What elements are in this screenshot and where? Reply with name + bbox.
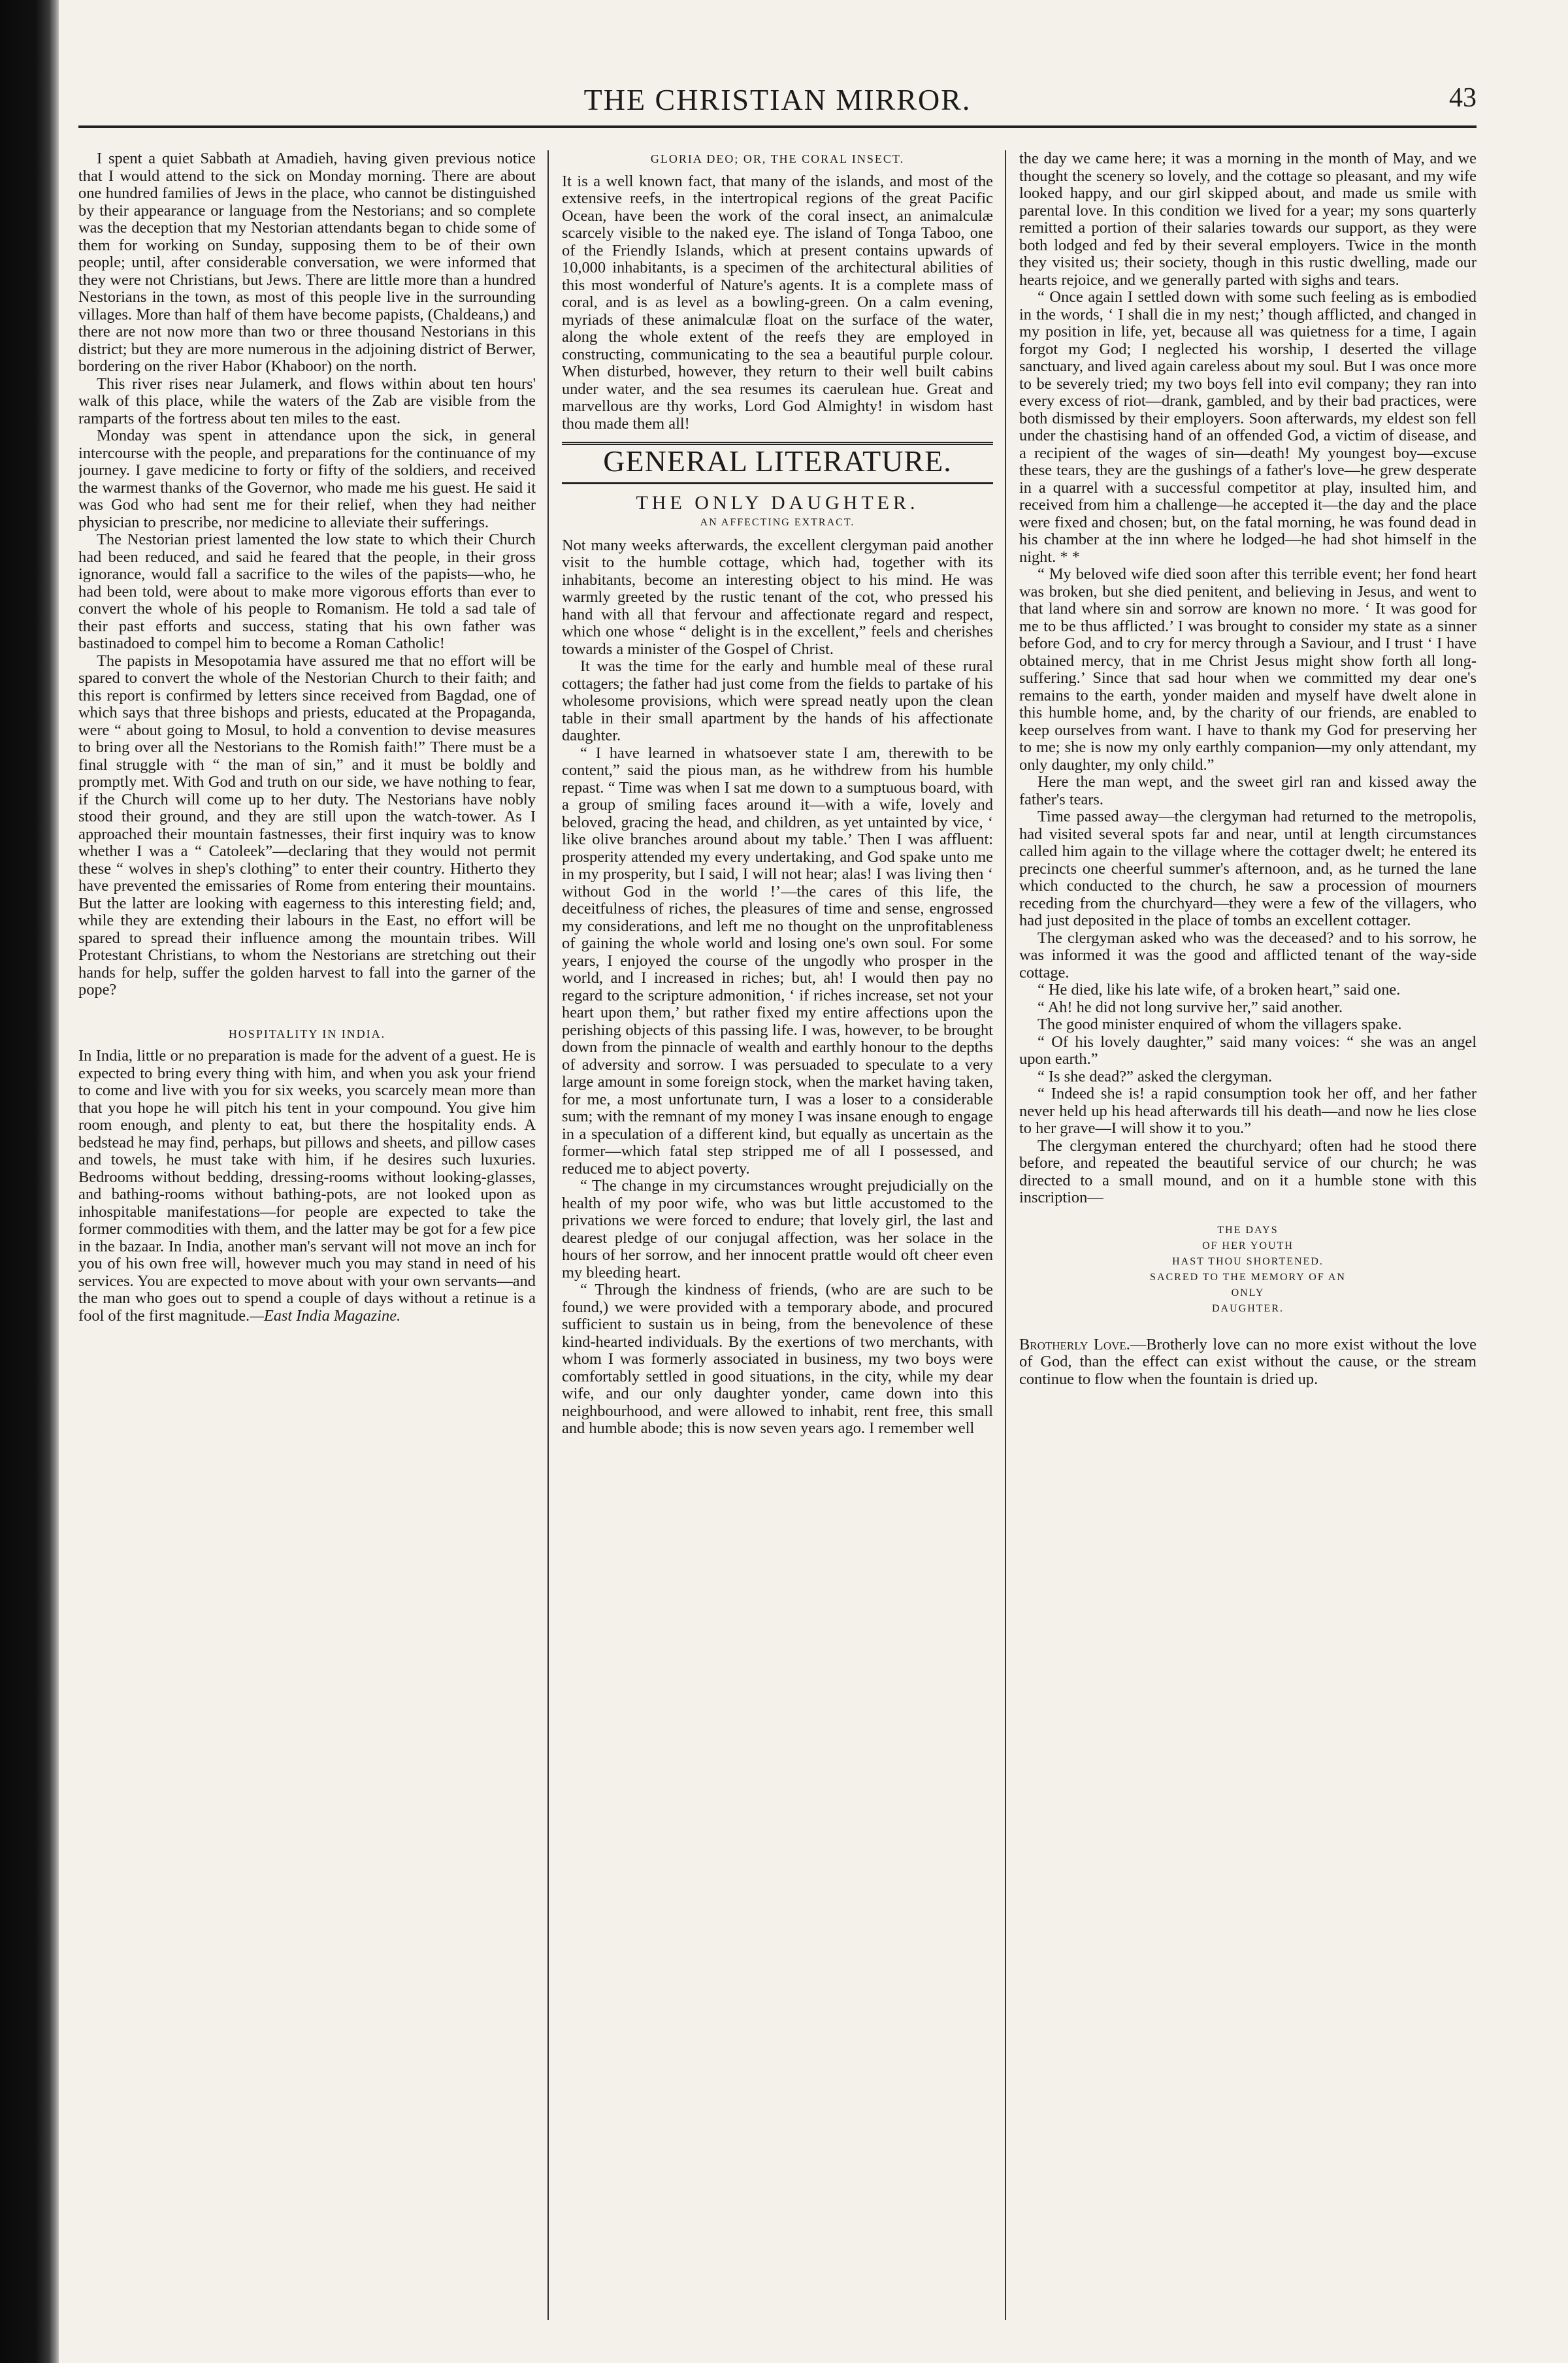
paragraph: the day we came here; it was a morning in the month of May, and we thought the scenery so lovely, and the cottage so pleasant, and my wife looked happy, and our girl skipped about, and made us smile with parental love. In this condition we lived for a year; my sons quarterly remitted a portion of their salaries towards our support, as they were both lodged and fed by their several employers. Twice in the month they visited us; their society, though in this rustic dwelling, made our hearts rejoice, and we generally parted with sighs and tears. <box>1019 150 1477 289</box>
paragraph: “ Is she dead?” asked the clergyman. <box>1037 1067 1273 1085</box>
inscription-line: THE DAYS <box>1217 1224 1279 1236</box>
paragraph: “ The change in my circumstances wrought prejudicially on the health of my poor wife, who was but little accustomed to the privations we were forced to endure; that lovely girl, the last and dearest pledge of our conjugal affection, was her solace in the hours of her sorrow, and her innocent prattle would oft cheer even my bleeding heart. <box>562 1177 993 1281</box>
page-number: 43 <box>1449 83 1477 113</box>
paragraph: The papists in Mesopotamia have assured me that no effort will be spared to convert the whole of the Nestorian Church to their faith; and this report is confirmed by letters since received from Bagdad, one of which says that three bishops and priests, educated at the Propaganda, were “ about going to Mosul, to hold a convention to devise measures to bring over all the Nestorians to the Romish faith!” There must be a final struggle with “ the man of sin,” and it must be boldly and promptly met. With God and truth on our side, we have nothing to fear, if the Church will come up to her duty. The Nestorians have nobly stood their ground, and they are still upon the watch-tower. As I approached their mountain fastnesses, their first inquiry was to know whether I was a “ Catoleek”—declaring that they would not permit these “ wolves in shep's clothing” to enter their country. Hitherto they have prevented the emissaries of Rome from entering their mountains. But the latter are looking with eagerness to this interesting field; and, while they are extending their labours in the East, no effort will be spared to spread their influence among the mountain tribes. Will Protestant Christians, to whom the Nestorians are stretching out their hands for help, suffer the golden harvest to fall into the garner of the pope? <box>78 652 536 999</box>
story-subtitle: AN AFFECTING EXTRACT. <box>700 517 855 528</box>
paragraph: “ Once again I settled down with some such feeling as is embodied in the words, ‘ I shall die in my nest;’ though afflicted, and changed in my position in life, yet, because all was quietness for a time, I again forgot my God; I neglected his worship, I deserted the village sanctuary, and lived again careless about my soul. But I was once more to be severely tried; my two boys fell into evil company; they ran into every excess of riot—drank, gambled, and by their bad practices, were both dismissed by their employers. Soon afterwards, my eldest son fell under the chastising hand of an offended God, a victim of disease, and a recipient of the wages of sin—death! My youngest boy—excuse these tears, they are the gushings of a father's love—he grew desperate in a quarrel with a successful competitor at play, insulted him, and received from him a challenge—he accepted it—the day and the place were fixed and chosen; but, on the fatal morning, he was found dead in his chamber at the inn where he lodged—he had shot himself in the night. * * <box>1019 288 1477 566</box>
paragraph: “ Through the kindness of friends, (who are are such to be found,) we were provided with a temporary abode, and procured sufficient to sustain us in being, from the benevolence of these kind-hearted individuals. By the exertions of two merchants, with whom I was formerly associated in business, my two boys were comfortably settled in good situations, in the city, while my dear wife, and our only daughter yonder, came down into this neighbourhood, and were allowed to inhabit, rent free, this small and humble abode; this is now seven years ago. I remember well <box>562 1281 993 1437</box>
paragraph: Not many weeks afterwards, the excellent clergyman paid another visit to the humble cottage, which had, together with its inhabitants, become an interesting object to his mind. He was warmly greeted by the rustic tenant of the cot, who pressed his hand with all that fervour and affectionate regard and respect, which one whose “ delight is in the excellent,” feels and cherishes towards a minister of the Gospel of Christ. <box>562 536 993 658</box>
section-heading: GENERAL LITERATURE. <box>603 444 952 478</box>
running-header <box>78 78 1477 128</box>
inscription-line: ONLY <box>1231 1287 1265 1298</box>
coral-article: It is a well known fact, that many of the islands, and most of the extensive reefs, in the intertropical regions of the great Pacific Ocean, have been the work of the coral insect, an animalculæ scarcely visible to the naked eye. The island of Tonga Taboo, one of the Friendly Islands, which at present contains upwards of 10,000 inhabitants, is a specimen of the architectural abilities of this most wonderful of Nature's agents. It is a complete mass of coral, and is as level as a bowling-green. On a calm evening, myriads of these animalculæ float on the surface of the water, along the whole extent of the reefs they are employed in constructing, communicating to the sea a beautiful purple colour. When disturbed, however, they return to their well built cabins under water, and the sea resumes its caerulean hue. Great and marvellous are thy works, Lord God Almighty! in wisdom hast thou made them all! <box>562 172 993 433</box>
inscription-line: SACRED TO THE MEMORY OF AN <box>1150 1271 1346 1283</box>
column-right <box>1019 150 1477 2320</box>
paragraph: I spent a quiet Sabbath at Amadieh, having given previous notice that I would attend to the sick on Monday morning. There are about one hundred families of Jews in the place, who cannot be distinguished by their appearance or language from the Nestorians; and so complete was the deception that my Nestorian attendants began to chide some of them for working on Sunday, supposing them to be of their own people; until, after considerable conversation, we were informed that they were not Christians, but Jews. There are little more than a hundred Nestorians in the town, as most of this people live in the surrounding villages. More than half of them have become papists, (Chaldeans,) and there are not now more than two or three thousand Nestorians in this district; but they are more numerous in the adjoining district of Berwer, bordering on the river Habor (Khaboor) on the north. <box>78 150 536 375</box>
column-rule-right <box>1005 150 1006 2320</box>
page-title: THE CHRISTIAN MIRROR. <box>583 83 972 116</box>
paragraph: The clergyman asked who was the deceased? and to his sorrow, he was informed it was the good and afflicted tenant of the way-side cottage. <box>1019 929 1477 982</box>
brotherly-love-label: Brotherly Love. <box>1019 1335 1130 1353</box>
inscription-line: OF HER YOUTH <box>1202 1240 1294 1251</box>
hospitality-body: In India, little or no preparation is made for the advent of a guest. He is expected to bring every thing with him, and when you ask your friend to come and live with you for six weeks, you scarcely mean more than that you hope he will pitch his tent in your compound. You give him room enough, and plenty to eat, but there the hospitality ends. A bedstead he may find, perhaps, but pillows and sheets, and pillow cases and towels, he must take with him, if he desires such luxuries. Bedrooms without bedding, dressing-rooms without looking-glasses, and bathing-rooms without bathing-pots, are not looked upon as inhospitable manifestations—for people are expected to take the former commodities with them, and the latter may be got for a few pice in the bazaar. In India, another man's servant will not move an inch for you of his own free will, however much you may stand in need of his services. You are expected to move about with your own servants—and the man who goes out to spend a couple of days without a retinue is a fool of the first magnitude. <box>78 1047 536 1325</box>
paragraph: “ He died, like his late wife, of a broken heart,” said one. <box>1037 981 1401 999</box>
newspaper-page <box>78 78 1477 2326</box>
tombstone-inscription <box>1019 1223 1477 1317</box>
paragraph: “ Indeed she is! a rapid consumption took her off, and her father never held up his head afterwards till his death—and now he lies close to her grave—I will show it to you.” <box>1019 1085 1477 1137</box>
columns <box>78 150 1477 2320</box>
brotherly-love-article <box>1019 1336 1477 1389</box>
paragraph: It was the time for the early and humble meal of these rural cottagers; the father had just come from the fields to partake of his wholesome provisions, which were spread neatly upon the clean table in their small apartment by the hands of his affectionate daughter. <box>562 657 993 744</box>
paragraph: Here the man wept, and the sweet girl ran and kissed away the father's tears. <box>1019 773 1477 808</box>
column-middle <box>562 150 993 2320</box>
paragraph: The good minister enquired of whom the villagers spake. <box>1037 1016 1402 1033</box>
brotherly-love-text: —Brotherly love can no more exist without the love of God, than the effect can exist without the cause, or the stream continue to flow when the fountain is dried up. <box>1019 1335 1477 1388</box>
paragraph: The clergyman entered the churchyard; often had he stood there before, and repeated the beautiful service of our church; he was directed to a small mound, and on it a humble stone with this inscription— <box>1019 1136 1477 1206</box>
hospitality-heading: HOSPITALITY IN INDIA. <box>228 1027 386 1040</box>
hospitality-article <box>78 1048 536 1325</box>
paragraph: Monday was spent in attendance upon the sick, in general intercourse with the people, and preparations for the continuance of my journey. I gave medicine to forty or fifty of the soldiers, and received the warmest thanks of the Governor, who made me his guest. He said it was God who had sent me for their relief, when they had neither physician to prescribe, nor medicine to alleviate their sufferings. <box>78 427 536 531</box>
inscription-line: DAUGHTER. <box>1212 1302 1284 1314</box>
paragraph: “ My beloved wife died soon after this terrible event; her fond heart was broken, but she died penitent, and believing in Jesus, and went to that land where sin and sorrow are known no more. ‘ It was good for me to be thus afflicted.’ I was brought to consider my state as a sinner before God, and to cry for mercy through a Saviour, and I trust ‘ I have obtained mercy, that in me Christ Jesus might show forth all long-suffering.’ Since that sad hour when we committed my dear one's remains to the earth, yonder maiden and myself have dwelt alone in this humble home, and, by the charity of our friends, are enabled to keep ourselves from want. I have to thank my God for preserving her to me; she is now my only earthly companion—my only attendant, my only daughter, my only child.” <box>1019 565 1477 774</box>
paragraph: “ Ah! he did not long survive her,” said another. <box>1037 998 1343 1016</box>
paragraph: Time passed away—the clergyman had returned to the metropolis, had visited several spots far and near, until at length circumstances called him again to the village where the cottager dwelt; he entered its precincts one cheerful summer's afternoon, and, as he turned the lane which conducted to the church, he saw a procession of mourners receding from the churchyard—they were a few of the villagers, who had just deposited in the place of tombs an excellent cottager. <box>1019 808 1477 929</box>
hospitality-source: —East India Magazine. <box>250 1306 401 1325</box>
coral-heading: GLORIA DEO; OR, THE CORAL INSECT. <box>650 152 905 165</box>
story-title: THE ONLY DAUGHTER. <box>636 491 919 514</box>
column-rule-left <box>547 150 549 2320</box>
column-left <box>78 150 536 2320</box>
section-heading-box <box>562 442 993 484</box>
inscription-line: HAST THOU SHORTENED. <box>1172 1255 1324 1267</box>
book-binding-edge <box>0 0 59 2363</box>
paragraph: “ Of his lovely daughter,” said many voices: “ she was an angel upon earth.” <box>1019 1033 1477 1068</box>
paragraph: The Nestorian priest lamented the low state to which their Church had been reduced, and said he feared that the people, in their gross ignorance, would fall a sacrifice to the wiles of the papists—who, he had been told, were about to make more vigorous efforts than ever to convert the whole of his people to Romanism. He told a sad tale of their past efforts and success, stating that his own father was bastinadoed to compel him to become a Roman Catholic! <box>78 531 536 652</box>
paragraph: “ I have learned in whatsoever state I am, therewith to be content,” said the pious man, as he withdrew from his humble repast. “ Time was when I sat me down to a sumptuous board, with a group of smiling faces around it—with a wife, lovely and beloved, gracing the head, and children, as yet untainted by vice, ‘ like olive branches around about my table.’ Then I was affluent: prosperity attended my every undertaking, and God spake unto me in my prosperity, but I said, I will not hear; alas! I was living then ‘ without God in the world !’—the cares of this life, the deceitfulness of riches, the pleasures of time and sense, engrossed my considerations, and left me no thought on the unprofitableness of gaining the whole world and losing one's own soul. For some years, I enjoyed the course of the ungodly who prosper in the world, and I increased in riches; but, ah! I would then pay no regard to the scripture admonition, ‘ if riches increase, set not your heart upon them,’ but rather fixed my entire affections upon the perishing objects of this passing life. I was, however, to be brought down from the pinnacle of wealth and earthly honour to the depths of adversity and sorrow. I was persuaded to speculate to a very large amount in some foreign stock, when the market having taken, for me, a most unfortunate turn, I was a loser to a considerable sum; with the remnant of my money I was insane enough to engage in a speculation of a different kind, but equally as uncertain as the former—which fatal step stripped me of all I possessed, and reduced me to abject poverty. <box>562 744 993 1178</box>
paragraph: This river rises near Julamerk, and flows within about ten hours' walk of this place, while the waters of the Zab are visible from the ramparts of the fortress about ten miles to the east. <box>78 374 536 427</box>
